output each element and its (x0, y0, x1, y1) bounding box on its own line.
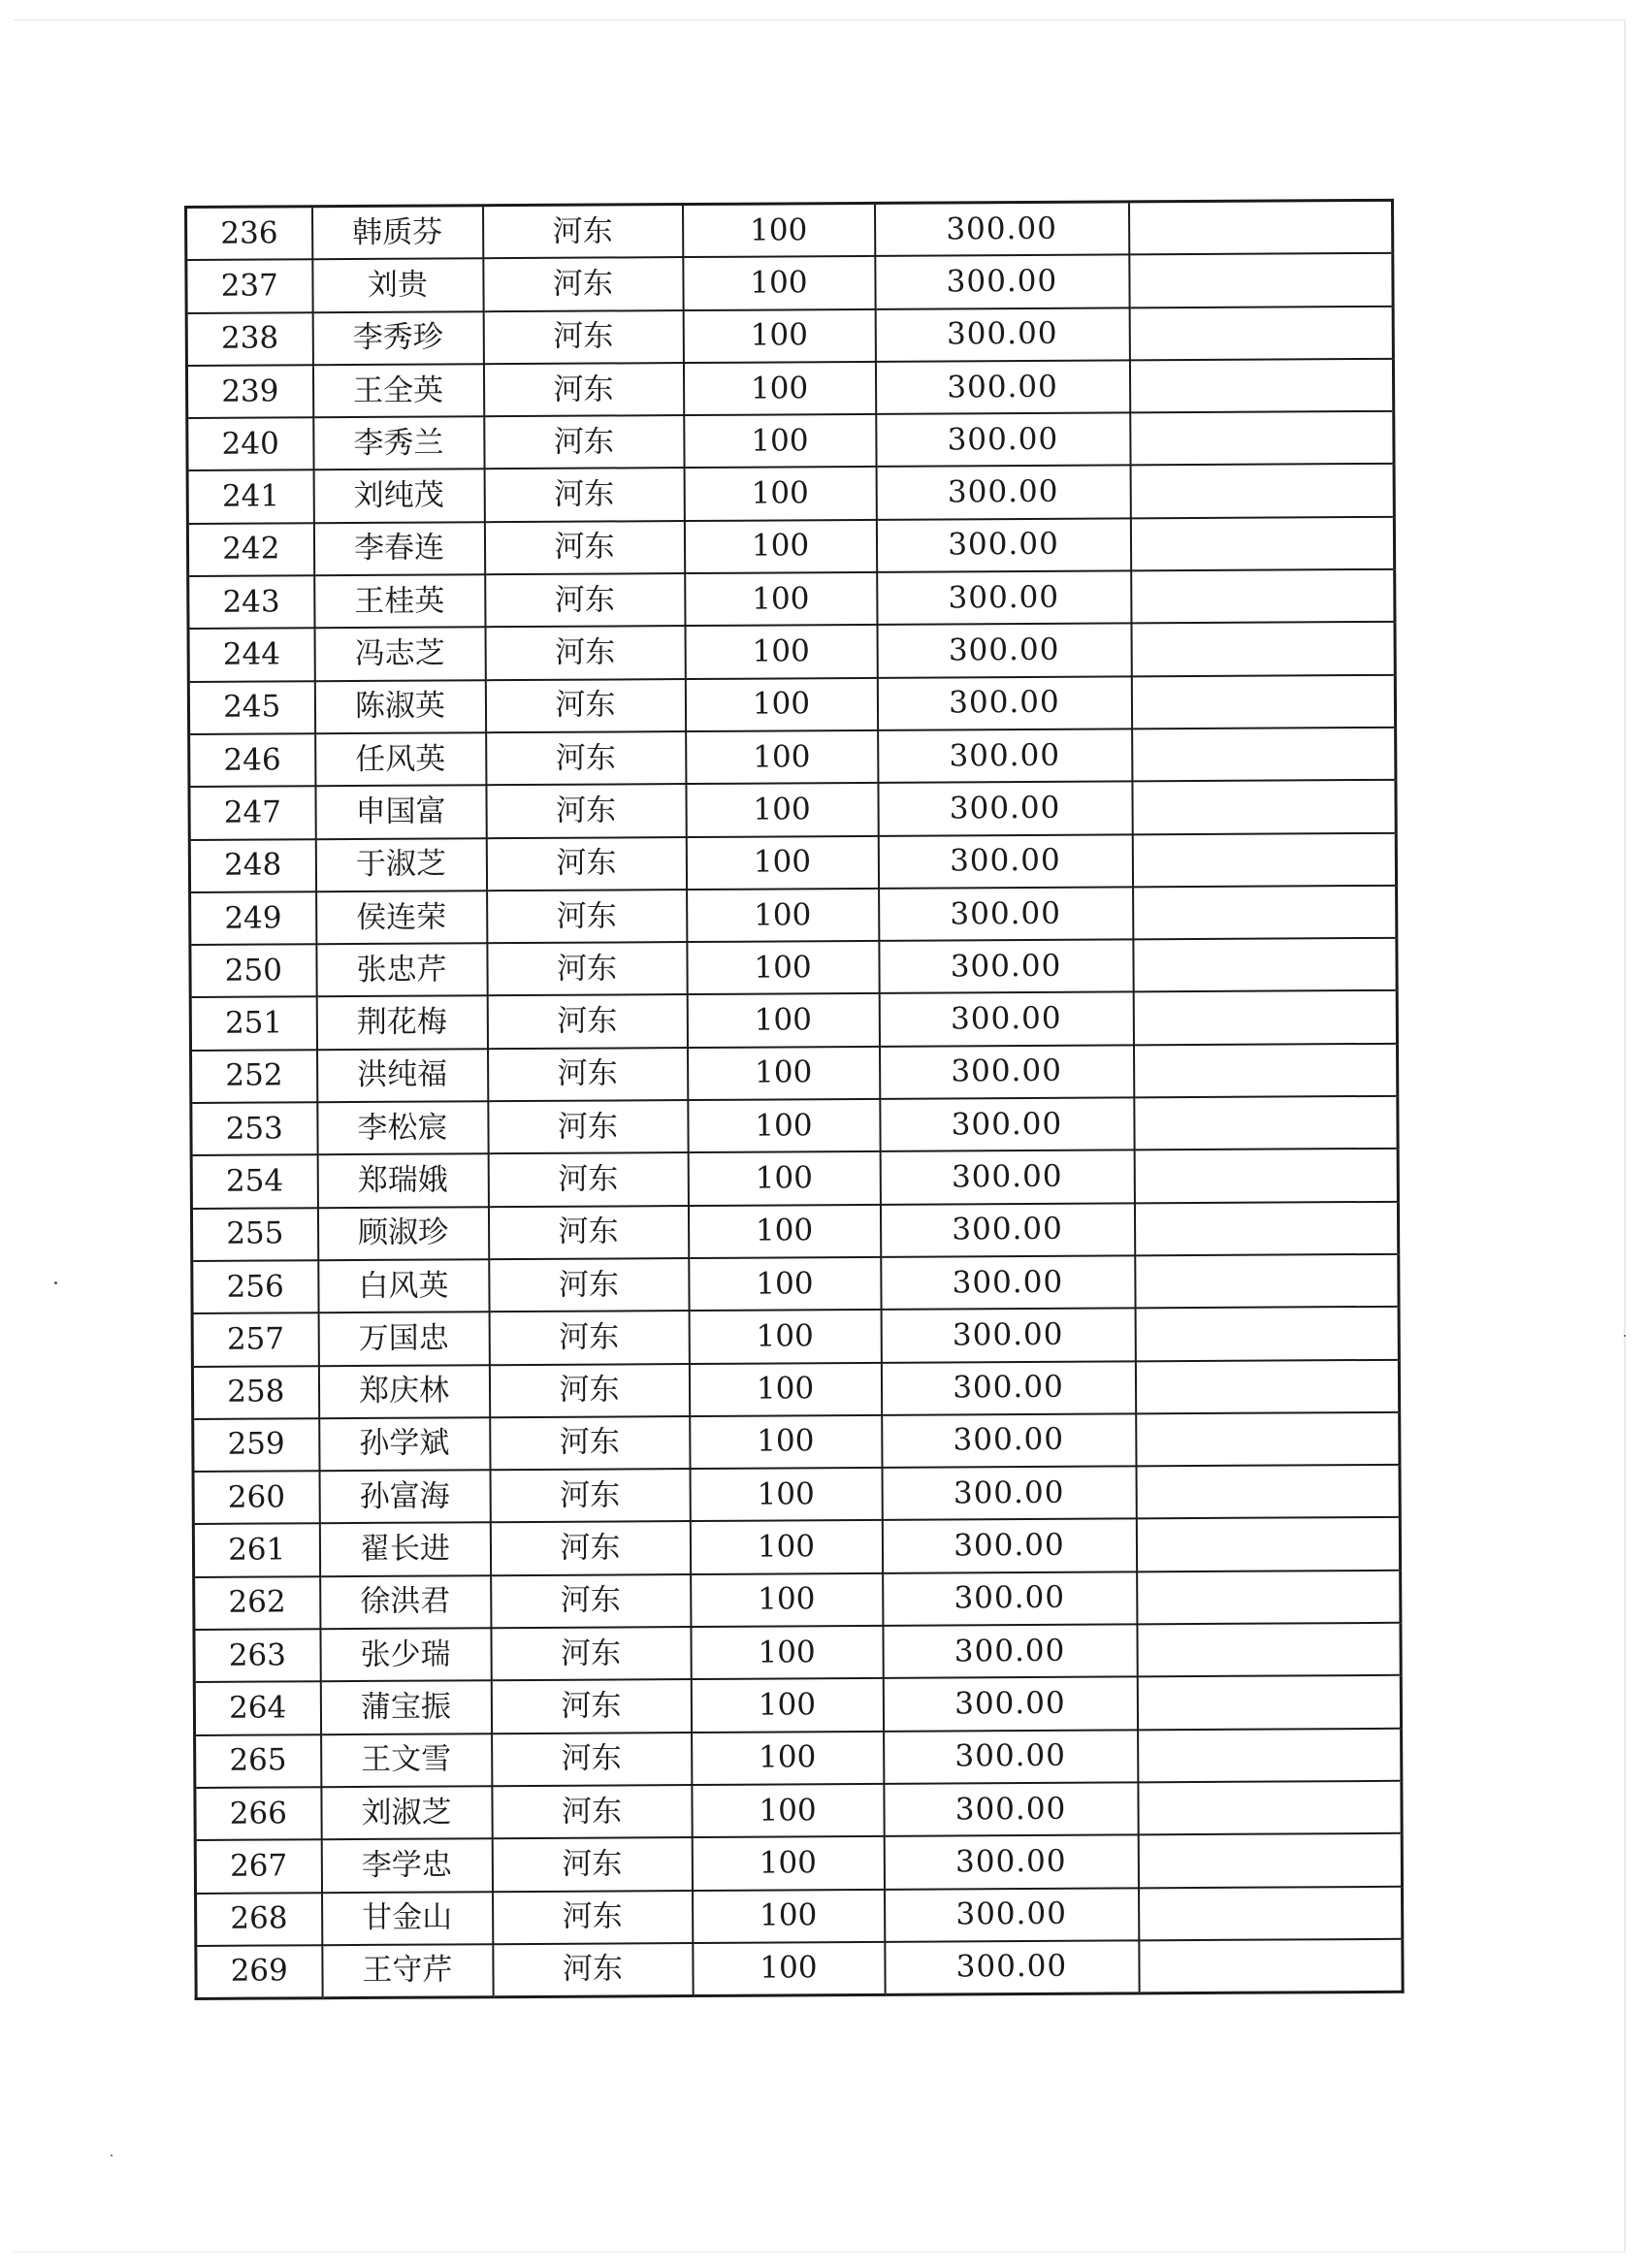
amount-cell: 300.00 (878, 729, 1132, 783)
name-cell: 张忠芹 (316, 943, 487, 996)
subsidy-roster-table (184, 199, 1405, 2000)
row-number-cell: 257 (192, 1312, 318, 1366)
name-cell: 李学忠 (321, 1838, 492, 1892)
table-row (196, 1939, 1403, 1999)
quantity-cell: 100 (693, 1889, 885, 1942)
table-row (192, 1254, 1399, 1313)
remark-cell (1139, 1886, 1403, 1940)
remark-cell (1136, 1412, 1400, 1467)
table-row (194, 1675, 1401, 1734)
name-cell: 孙学斌 (319, 1417, 490, 1471)
table-row (186, 253, 1393, 312)
amount-cell: 300.00 (880, 1150, 1134, 1205)
amount-cell: 300.00 (881, 1309, 1135, 1363)
row-number-cell: 254 (191, 1155, 317, 1209)
remark-cell (1129, 306, 1393, 360)
amount-cell: 300.00 (878, 834, 1132, 889)
area-cell: 河东 (486, 731, 686, 785)
scan-speck (54, 1281, 57, 1284)
amount-cell: 300.00 (884, 1782, 1138, 1836)
row-number-cell: 258 (192, 1366, 318, 1419)
quantity-cell: 100 (689, 1362, 881, 1415)
remark-cell (1131, 569, 1395, 624)
table-row (187, 464, 1394, 523)
quantity-cell: 100 (692, 1731, 884, 1784)
quantity-cell: 100 (685, 625, 877, 678)
row-number-cell: 245 (188, 681, 314, 734)
table-row (195, 1781, 1402, 1840)
area-cell: 河东 (492, 1837, 692, 1891)
remark-cell (1133, 990, 1397, 1045)
amount-cell: 300.00 (884, 1730, 1138, 1784)
amount-cell: 300.00 (883, 1624, 1137, 1678)
row-number-cell: 237 (186, 260, 312, 313)
area-cell: 河东 (490, 1416, 690, 1470)
quantity-cell: 100 (683, 203, 875, 257)
area-cell: 河东 (486, 784, 686, 837)
row-number-cell: 251 (190, 997, 316, 1051)
remark-cell (1132, 780, 1396, 834)
name-cell: 万国忠 (318, 1312, 489, 1365)
remark-cell (1139, 1939, 1403, 1993)
remark-cell (1130, 464, 1394, 518)
remark-cell (1129, 253, 1393, 308)
row-number-cell: 240 (187, 417, 313, 470)
roster-body (186, 200, 1404, 1998)
area-cell: 河东 (490, 1469, 690, 1522)
table-row (192, 1359, 1399, 1418)
amount-cell: 300.00 (883, 1571, 1137, 1626)
remark-cell (1132, 832, 1396, 887)
row-number-cell: 238 (186, 312, 312, 366)
row-number-cell: 267 (195, 1839, 321, 1893)
area-cell: 河东 (485, 573, 685, 627)
table-row (188, 674, 1395, 733)
row-number-cell: 265 (195, 1734, 321, 1788)
name-cell: 侯连荣 (316, 891, 487, 944)
area-cell: 河东 (488, 1048, 688, 1101)
name-cell: 郑瑞娥 (317, 1154, 488, 1208)
amount-cell: 300.00 (881, 1255, 1135, 1310)
area-cell: 河东 (485, 679, 685, 732)
quantity-cell: 100 (686, 730, 878, 784)
remark-cell (1129, 359, 1393, 413)
area-cell: 河东 (483, 257, 683, 310)
area-cell: 河东 (493, 1891, 693, 1944)
row-number-cell: 243 (188, 575, 314, 629)
table-row (196, 1886, 1403, 1945)
name-cell: 甘金山 (322, 1892, 493, 1945)
amount-cell: 300.00 (879, 992, 1133, 1047)
remark-cell (1138, 1728, 1402, 1782)
quantity-cell: 100 (691, 1678, 883, 1732)
remark-cell (1133, 886, 1397, 940)
quantity-cell: 100 (692, 1784, 884, 1837)
table-row (189, 832, 1396, 891)
table-row (186, 200, 1393, 260)
area-cell: 河东 (488, 1206, 688, 1259)
amount-cell: 300.00 (879, 887, 1133, 941)
row-number-cell: 247 (189, 786, 315, 839)
table-row (188, 569, 1395, 629)
area-cell: 河东 (484, 469, 684, 522)
remark-cell (1128, 200, 1392, 254)
name-cell: 徐洪君 (320, 1575, 491, 1629)
amount-cell: 300.00 (878, 782, 1132, 836)
row-number-cell: 268 (196, 1893, 322, 1946)
remark-cell (1135, 1254, 1399, 1309)
table-row (186, 359, 1393, 418)
amount-cell: 300.00 (882, 1519, 1136, 1573)
area-cell: 河东 (485, 626, 685, 679)
name-cell: 蒲宝振 (320, 1681, 491, 1734)
row-number-cell: 239 (186, 365, 312, 418)
table-row (193, 1412, 1400, 1472)
row-number-cell: 250 (190, 944, 316, 997)
remark-cell (1134, 1201, 1398, 1255)
amount-cell: 300.00 (875, 255, 1129, 309)
table-row (195, 1833, 1402, 1893)
area-cell: 河东 (487, 890, 687, 943)
table-row (187, 411, 1394, 470)
remark-cell (1136, 1517, 1400, 1571)
area-cell: 河东 (491, 1627, 691, 1680)
amount-cell: 300.00 (881, 1361, 1135, 1415)
amount-cell: 300.00 (883, 1677, 1137, 1732)
amount-cell: 300.00 (879, 940, 1133, 994)
name-cell: 刘纯茂 (313, 470, 484, 523)
name-cell: 于淑芝 (315, 838, 486, 891)
amount-cell: 300.00 (875, 308, 1129, 362)
quantity-cell: 100 (688, 1151, 880, 1205)
amount-cell: 300.00 (885, 1940, 1139, 1994)
area-cell: 河东 (487, 942, 687, 995)
table-row (189, 728, 1396, 787)
remark-cell (1138, 1781, 1402, 1835)
quantity-cell: 100 (688, 1047, 880, 1100)
name-cell: 王全英 (312, 364, 483, 417)
scan-speck (1624, 1335, 1626, 1337)
row-number-cell: 255 (191, 1208, 317, 1261)
amount-cell: 300.00 (875, 360, 1129, 414)
table-row (190, 886, 1397, 945)
quantity-cell: 100 (683, 362, 875, 415)
row-number-cell: 262 (194, 1576, 320, 1630)
name-cell: 洪纯福 (317, 1049, 488, 1102)
amount-cell: 300.00 (882, 1413, 1136, 1468)
remark-cell (1136, 1465, 1400, 1519)
quantity-cell: 100 (692, 1836, 884, 1890)
row-number-cell: 259 (193, 1418, 319, 1472)
quantity-cell: 100 (685, 572, 877, 626)
area-cell: 河东 (489, 1364, 689, 1417)
row-number-cell: 261 (193, 1524, 319, 1577)
area-cell: 河东 (484, 415, 684, 469)
scan-speck (111, 2155, 113, 2156)
area-cell: 河东 (489, 1311, 689, 1364)
amount-cell: 300.00 (877, 676, 1131, 730)
amount-cell: 300.00 (885, 1888, 1139, 1942)
amount-cell: 300.00 (880, 1203, 1134, 1257)
table-row (192, 1307, 1399, 1366)
name-cell: 荆花梅 (316, 996, 487, 1050)
remark-cell (1133, 938, 1397, 992)
name-cell: 李松宸 (317, 1101, 488, 1154)
quantity-cell: 100 (684, 414, 876, 468)
name-cell: 李秀兰 (313, 416, 484, 470)
area-cell: 河东 (489, 1258, 689, 1312)
quantity-cell: 100 (683, 256, 875, 309)
amount-cell: 300.00 (880, 1045, 1134, 1099)
quantity-cell: 100 (683, 308, 875, 362)
remark-cell (1133, 1044, 1397, 1098)
quantity-cell: 100 (691, 1626, 883, 1679)
row-number-cell: 264 (194, 1682, 320, 1735)
row-number-cell: 246 (189, 733, 315, 787)
quantity-cell: 100 (689, 1310, 881, 1363)
remark-cell (1135, 1359, 1399, 1413)
area-cell: 河东 (491, 1574, 691, 1628)
area-cell: 河东 (483, 205, 683, 259)
name-cell: 郑庆林 (318, 1365, 489, 1418)
row-number-cell: 269 (196, 1945, 322, 1999)
row-number-cell: 236 (186, 207, 312, 261)
name-cell: 翟长进 (319, 1523, 490, 1576)
remark-cell (1134, 1149, 1398, 1203)
table-row (190, 990, 1397, 1050)
remark-cell (1137, 1675, 1401, 1730)
amount-cell: 300.00 (876, 466, 1130, 520)
name-cell: 韩质芬 (312, 206, 483, 260)
quantity-cell: 100 (688, 1205, 880, 1258)
quantity-cell: 100 (690, 1415, 882, 1469)
name-cell: 王守芹 (322, 1944, 493, 1998)
remark-cell (1134, 1096, 1398, 1150)
row-number-cell: 244 (188, 629, 314, 682)
quantity-cell: 100 (688, 1099, 880, 1152)
name-cell: 王桂英 (314, 574, 485, 628)
amount-cell: 300.00 (877, 570, 1131, 625)
remark-cell (1131, 674, 1395, 729)
remark-cell (1138, 1833, 1402, 1888)
table-row (191, 1044, 1398, 1103)
amount-cell: 300.00 (882, 1466, 1136, 1520)
quantity-cell: 100 (686, 835, 878, 889)
quantity-cell: 100 (687, 993, 879, 1047)
table-row (186, 306, 1393, 365)
name-cell: 刘淑芝 (321, 1786, 492, 1839)
quantity-cell: 100 (693, 1942, 885, 1996)
row-number-cell: 249 (190, 891, 316, 945)
quantity-cell: 100 (690, 1520, 882, 1573)
name-cell: 李秀珍 (312, 311, 483, 365)
area-cell: 河东 (486, 837, 686, 891)
table-row (193, 1465, 1400, 1524)
remark-cell (1135, 1307, 1399, 1361)
area-cell: 河东 (490, 1521, 690, 1574)
table-row (188, 622, 1395, 681)
area-cell: 河东 (492, 1733, 692, 1786)
quantity-cell: 100 (684, 467, 876, 520)
name-cell: 白风英 (318, 1259, 489, 1312)
amount-cell: 300.00 (880, 1097, 1134, 1151)
quantity-cell: 100 (691, 1573, 883, 1627)
table-row (195, 1728, 1402, 1787)
row-number-cell: 242 (187, 523, 313, 576)
quantity-cell: 100 (687, 889, 879, 942)
name-cell: 王文雪 (321, 1733, 492, 1787)
area-cell: 河东 (483, 310, 683, 364)
row-number-cell: 253 (191, 1102, 317, 1155)
area-cell: 河东 (487, 994, 687, 1048)
area-cell: 河东 (492, 1785, 692, 1838)
table-row (194, 1571, 1401, 1630)
quantity-cell: 100 (690, 1468, 882, 1521)
name-cell: 冯志芝 (314, 628, 485, 681)
remark-cell (1131, 622, 1395, 676)
row-number-cell: 263 (194, 1629, 320, 1682)
name-cell: 刘贵 (312, 259, 483, 312)
amount-cell: 300.00 (884, 1835, 1138, 1890)
area-cell: 河东 (493, 1943, 693, 1997)
remark-cell (1130, 411, 1394, 466)
name-cell: 孙富海 (319, 1470, 490, 1523)
area-cell: 河东 (488, 1152, 688, 1206)
name-cell: 李春连 (313, 522, 484, 575)
table-row (187, 517, 1394, 576)
area-cell: 河东 (483, 363, 683, 416)
name-cell: 任风英 (315, 732, 486, 786)
area-cell: 河东 (488, 1100, 688, 1153)
area-cell: 河东 (484, 521, 684, 574)
name-cell: 陈淑英 (314, 680, 485, 733)
quantity-cell: 100 (689, 1257, 881, 1311)
remark-cell (1137, 1623, 1401, 1677)
row-number-cell: 266 (195, 1787, 321, 1840)
quantity-cell: 100 (687, 941, 879, 994)
amount-cell: 300.00 (874, 202, 1128, 256)
amount-cell: 300.00 (876, 518, 1130, 572)
name-cell: 顾淑珍 (317, 1207, 488, 1260)
table-row (194, 1623, 1401, 1682)
quantity-cell: 100 (686, 783, 878, 836)
row-number-cell: 252 (191, 1050, 317, 1103)
row-number-cell: 260 (193, 1471, 319, 1524)
amount-cell: 300.00 (876, 413, 1130, 468)
area-cell: 河东 (491, 1679, 691, 1733)
name-cell: 张少瑞 (320, 1628, 491, 1681)
row-number-cell: 241 (187, 470, 313, 524)
remark-cell (1132, 728, 1396, 782)
table-row (189, 780, 1396, 839)
name-cell: 申国富 (315, 785, 486, 838)
row-number-cell: 248 (189, 839, 315, 892)
quantity-cell: 100 (685, 678, 877, 731)
table-row (190, 938, 1397, 997)
row-number-cell: 256 (192, 1260, 318, 1313)
remark-cell (1130, 517, 1394, 571)
table-row (191, 1096, 1398, 1155)
quantity-cell: 100 (684, 520, 876, 573)
remark-cell (1137, 1571, 1401, 1625)
table-row (191, 1149, 1398, 1208)
table-row (191, 1201, 1398, 1260)
table-row (193, 1517, 1400, 1576)
amount-cell: 300.00 (877, 624, 1131, 678)
